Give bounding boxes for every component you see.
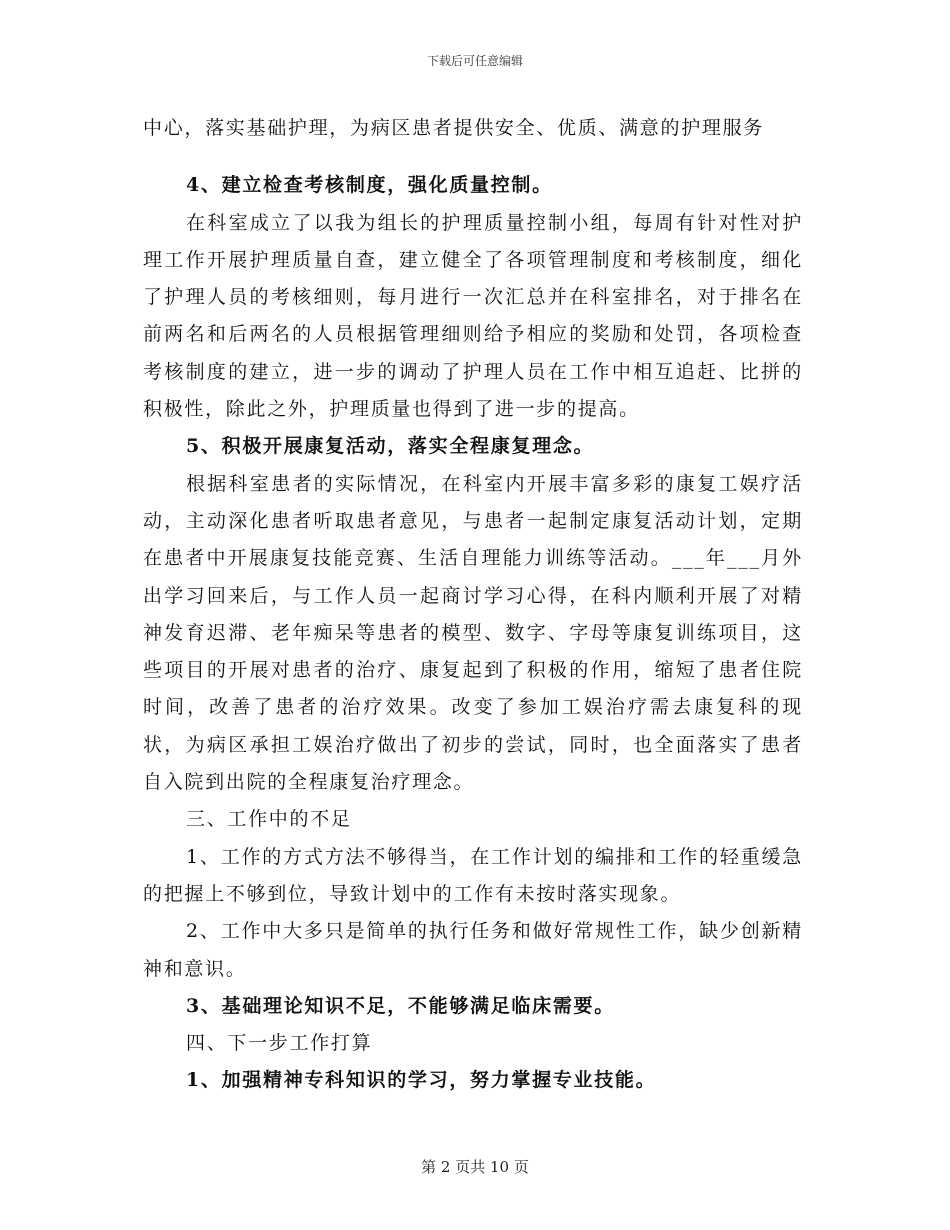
paragraph-continuation: 中心，落实基础护理，为病区患者提供安全、优质、满意的护理服务 — [143, 117, 765, 139]
page-header: 下载后可任意编辑 — [426, 54, 523, 68]
paragraph-quality-control: 在科室成立了以我为组长的护理质量控制小组，每周有针对性对护理工作开展护理质量自查，建立健全了各项管理制度和考核制度，细化了护理人员的考核细则，每月进行一次汇总并在科室排名，对于排名在前两名和后两名的人员根据管理细则给予相应的奖励和处罚，各项检查考核制度的建立，进一步的调动了护理人员在工作中相互追赶、比拼的积极性，除此之外，护理质量也得到了进一步的提高。 — [143, 211, 803, 421]
paragraph-shortcoming-1: 1、工作的方式方法不够得当，在工作计划的编排和工作的轻重缓急的把握上不够到位，导致计划中的工作有未按时落实现象。 — [143, 845, 803, 905]
paragraph-rehabilitation: 根据科室患者的实际情况，在科室内开展丰富多彩的康复工娱疗活动，主动深化患者听取患者意见，与患者一起制定康复活动计划，定期在患者中开展康复技能竞赛、生活自理能力训练等活动。___年___月外出学习回来后，与工作人员一起商讨学习心得，在科内顺利开展了对精神发育迟滞、老年痴呆等患者的模型、数字、字母等康复训练项目，这些项目的开展对患者的治疗、康复起到了积极的作用，缩短了患者住院时间，改善了患者的治疗效果。改变了参加工娱治疗需去康复科的现状，为病区承担工娱治疗做出了初步的尝试，同时，也全面落实了患者自入院到出院的全程康复治疗理念。 — [143, 472, 803, 794]
paragraph-shortcoming-2: 2、工作中大多只是简单的执行任务和做好常规性工作，缺少创新精神和意识。 — [143, 920, 803, 980]
document-body — [143, 110, 803, 1100]
heading-shortcoming-3: 3、基础理论知识不足，不能够满足临床需要。 — [186, 994, 615, 1017]
heading-plan-1: 1、加强精神专科知识的学习，努力掌握专业技能。 — [186, 1069, 657, 1092]
heading-inspection-system: 4、建立检查考核制度，强化质量控制。 — [186, 174, 553, 197]
section-heading-next-plan: 四、下一步工作打算 — [186, 1032, 373, 1055]
page-footer: 第 2 页共 10 页 — [421, 1158, 529, 1176]
section-heading-shortcomings: 三、工作中的不足 — [186, 808, 352, 831]
heading-rehabilitation: 5、积极开展康复活动，落实全程康复理念。 — [186, 435, 595, 458]
